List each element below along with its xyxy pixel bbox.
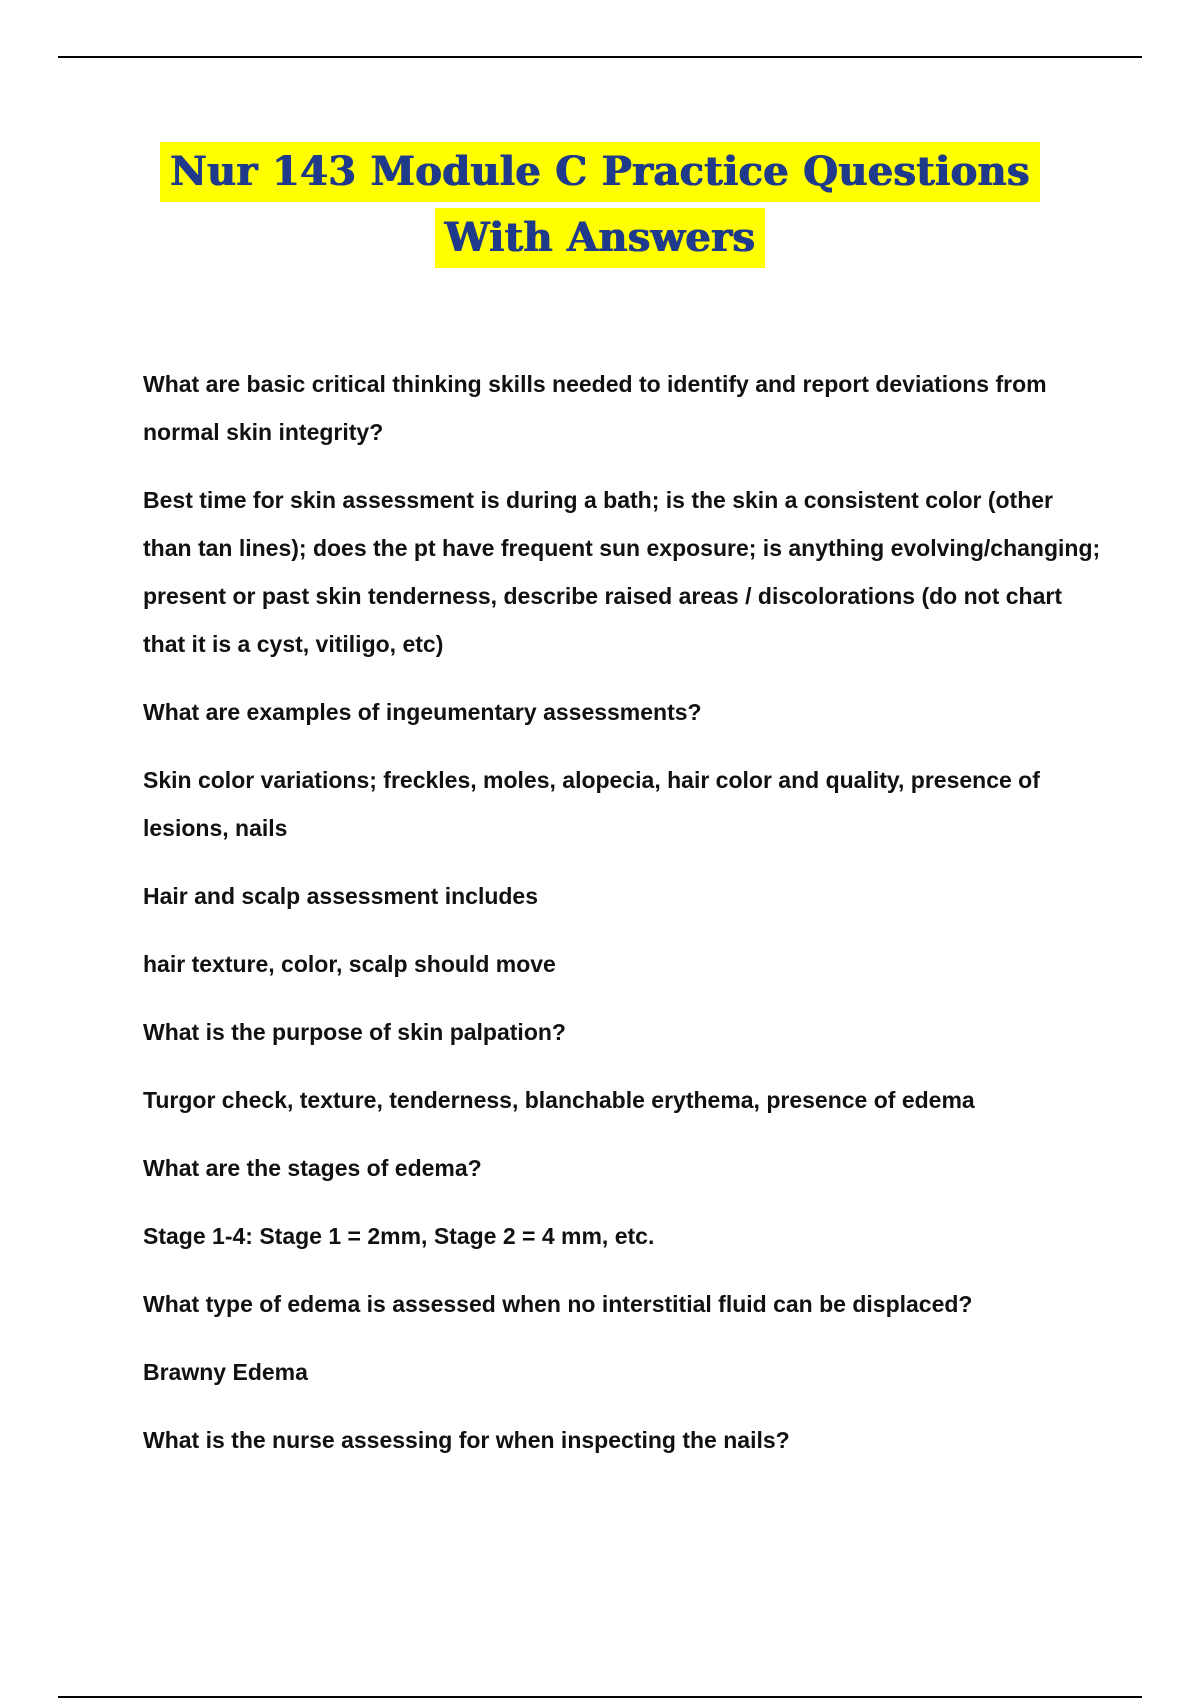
top-rule <box>58 56 1142 58</box>
question-6: What type of edema is assessed when no interstitial fluid can be displaced? <box>143 1291 973 1317</box>
page-title <box>0 142 1200 268</box>
question-1: What are basic critical thinking skills needed to identify and report deviations from normal skin integrity? <box>143 371 1047 445</box>
question-7: What is the nurse assessing for when inspecting the nails? <box>143 1427 790 1453</box>
answer-1: Best time for skin assessment is during a bath; is the skin a consistent color (other than tan lines); does the pt have frequent sun exposure; is anything evolving/changing; present or past skin tenderness, describe raised areas / discolorations (do not chart that it is a cyst, vitiligo, etc) <box>143 487 1101 657</box>
question-5: What are the stages of edema? <box>143 1155 482 1181</box>
answer-4: Turgor check, texture, tenderness, blanchable erythema, presence of edema <box>143 1087 975 1113</box>
question-2: What are examples of ingeumentary assessments? <box>143 699 702 725</box>
answer-6: Brawny Edema <box>143 1359 308 1385</box>
question-3: Hair and scalp assessment includes <box>143 883 539 909</box>
title-line-1: Nur 143 Module C Practice Questions <box>160 142 1040 202</box>
bottom-rule <box>58 1696 1142 1698</box>
title-line-2: With Answers <box>435 208 766 268</box>
answer-5: Stage 1-4: Stage 1 = 2mm, Stage 2 = 4 mm, etc. <box>143 1223 655 1249</box>
answer-2: Skin color variations; freckles, moles, alopecia, hair color and quality, presence of lesions, nails <box>143 767 1040 841</box>
qa-content <box>143 360 1103 1484</box>
question-4: What is the purpose of skin palpation? <box>143 1019 566 1045</box>
answer-3: hair texture, color, scalp should move <box>143 951 556 977</box>
